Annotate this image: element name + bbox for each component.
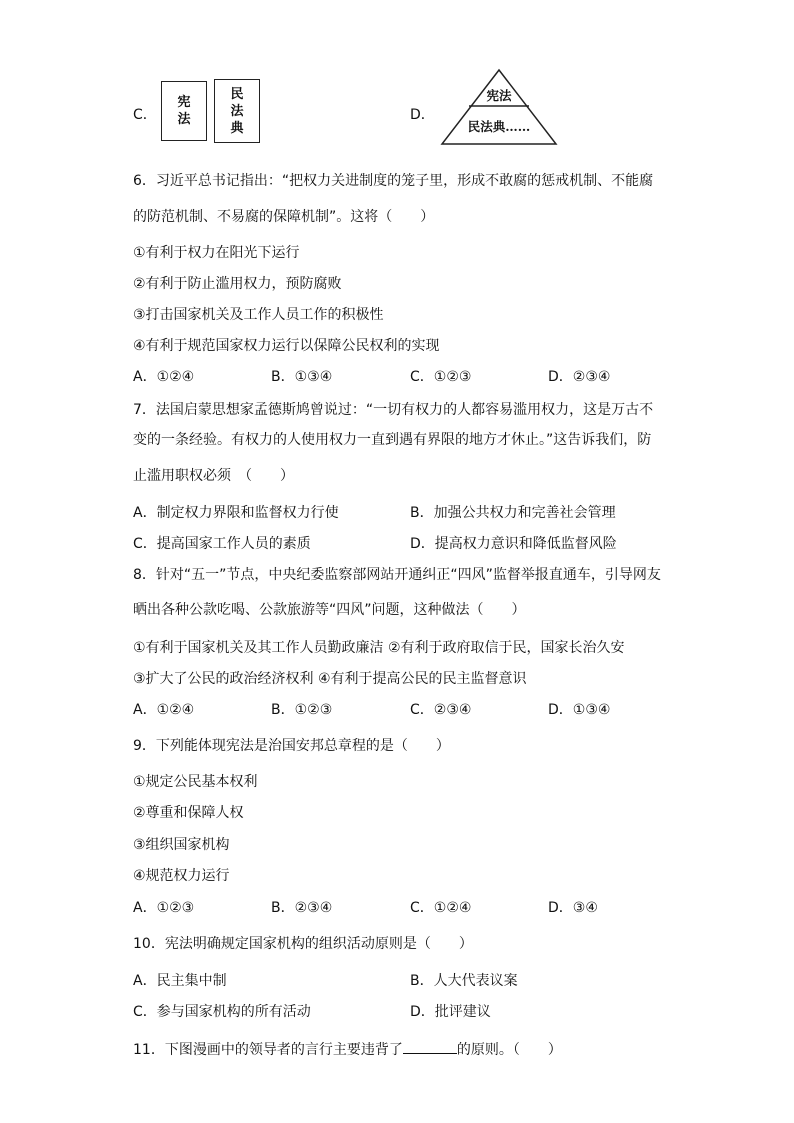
q9-option-d[interactable]: D．③④	[548, 900, 598, 916]
q9-option-c[interactable]: C．①②④	[410, 900, 472, 916]
pyramid-top-text: 宪法	[486, 88, 512, 103]
q11-stem-before: 11．下图漫画中的领导者的言行主要违背了	[133, 1042, 403, 1058]
option-c-label: C．	[133, 107, 157, 123]
q9-option-a[interactable]: A．①②③	[133, 900, 195, 916]
q9-item: ④规范权力运行	[133, 868, 230, 884]
q6-option-c[interactable]: C．①②③	[410, 369, 472, 385]
box-char: 典	[230, 120, 244, 136]
q8-option-c[interactable]: C．②③④	[410, 702, 472, 718]
q8-option-d[interactable]: D．①③④	[548, 702, 611, 718]
q11-stem-after: 的原则。（ ）	[456, 1042, 562, 1058]
q6-item: ①有利于权力在阳光下运行	[133, 245, 300, 261]
q6-option-d[interactable]: D．②③④	[548, 369, 611, 385]
option-d-label: D．	[410, 107, 435, 123]
q9-stem: 9．下列能体现宪法是治国安邦总章程的是（ ）	[133, 738, 450, 754]
q7-stem-line1: 7．法国启蒙思想家孟德斯鸠曾说过：“一切有权力的人都容易滥用权力，这是万古不	[133, 402, 654, 418]
q7-option-b[interactable]: B．加强公共权力和完善社会管理	[410, 505, 616, 521]
q10-stem: 10．宪法明确规定国家机构的组织活动原则是（ ）	[133, 936, 473, 952]
q6-item: ④有利于规范国家权力运行以保障公民权利的实现	[133, 338, 440, 354]
q6-option-a[interactable]: A．①②④	[133, 369, 195, 385]
q8-items-line1: ①有利于国家机关及其工作人员勤政廉洁 ②有利于政府取信于民，国家长治久安	[133, 640, 625, 656]
q9-option-b[interactable]: B．②③④	[271, 900, 333, 916]
q9-item: ②尊重和保障人权	[133, 805, 244, 821]
q10-option-d[interactable]: D．批评建议	[410, 1004, 491, 1020]
constitution-box	[161, 81, 207, 141]
q8-option-a[interactable]: A．①②④	[133, 702, 195, 718]
q10-option-b[interactable]: B．人大代表议案	[410, 973, 518, 989]
q8-items-line2: ③扩大了公民的政治经济权利 ④有利于提高公民的民主监督意识	[133, 671, 527, 687]
box-char: 宪	[177, 95, 191, 110]
q8-option-b[interactable]: B．①②③	[271, 702, 333, 718]
q8-stem-line1: 8．针对“五一”节点，中央纪委监察部网站开通纠正“四风”监督举报直通车，引导网友	[133, 567, 661, 583]
option-d-pyramid	[440, 68, 558, 146]
q6-stem-line2: 的防范机制、不易腐的保障机制”。这将（ ）	[133, 209, 435, 225]
q6-stem-line1: 6．习近平总书记指出：“把权力关进制度的笼子里，形成不敢腐的惩戒机制、不能腐	[133, 173, 654, 189]
q10-option-a[interactable]: A．民主集中制	[133, 973, 227, 989]
q6-item: ③打击国家机关及工作人员工作的积极性	[133, 307, 384, 323]
q8-stem-line2: 晒出各种公款吃喝、公款旅游等“四风”问题，这种做法（ ）	[133, 602, 526, 618]
q7-stem-line2: 变的一条经验。有权力的人使用权力一直到遇有界限的地方才休止。”这告诉我们，防	[133, 432, 652, 448]
q9-item: ①规定公民基本权利	[133, 774, 258, 790]
q10-option-c[interactable]: C．参与国家机构的所有活动	[133, 1004, 311, 1020]
box-char: 民	[230, 86, 244, 102]
q6-option-b[interactable]: B．①③④	[271, 369, 333, 385]
q11-answer-blank[interactable]	[403, 1040, 457, 1054]
box-char: 法	[177, 112, 191, 127]
q9-item: ③组织国家机构	[133, 837, 230, 853]
q7-stem-line3: 止滥用职权必须 （ ）	[133, 468, 294, 484]
q11-stem	[133, 1040, 562, 1059]
q6-item: ②有利于防止滥用权力，预防腐败	[133, 276, 342, 292]
box-char: 法	[230, 103, 244, 119]
pyramid-bottom-text: 民法典……	[467, 119, 531, 134]
q7-option-d[interactable]: D．提高权力意识和降低监督风险	[410, 536, 617, 552]
option-c-diagram	[161, 79, 261, 143]
q7-option-c[interactable]: C．提高国家工作人员的素质	[133, 536, 311, 552]
civil-code-box	[214, 79, 260, 143]
q7-option-a[interactable]: A．制定权力界限和监督权力行使	[133, 505, 339, 521]
